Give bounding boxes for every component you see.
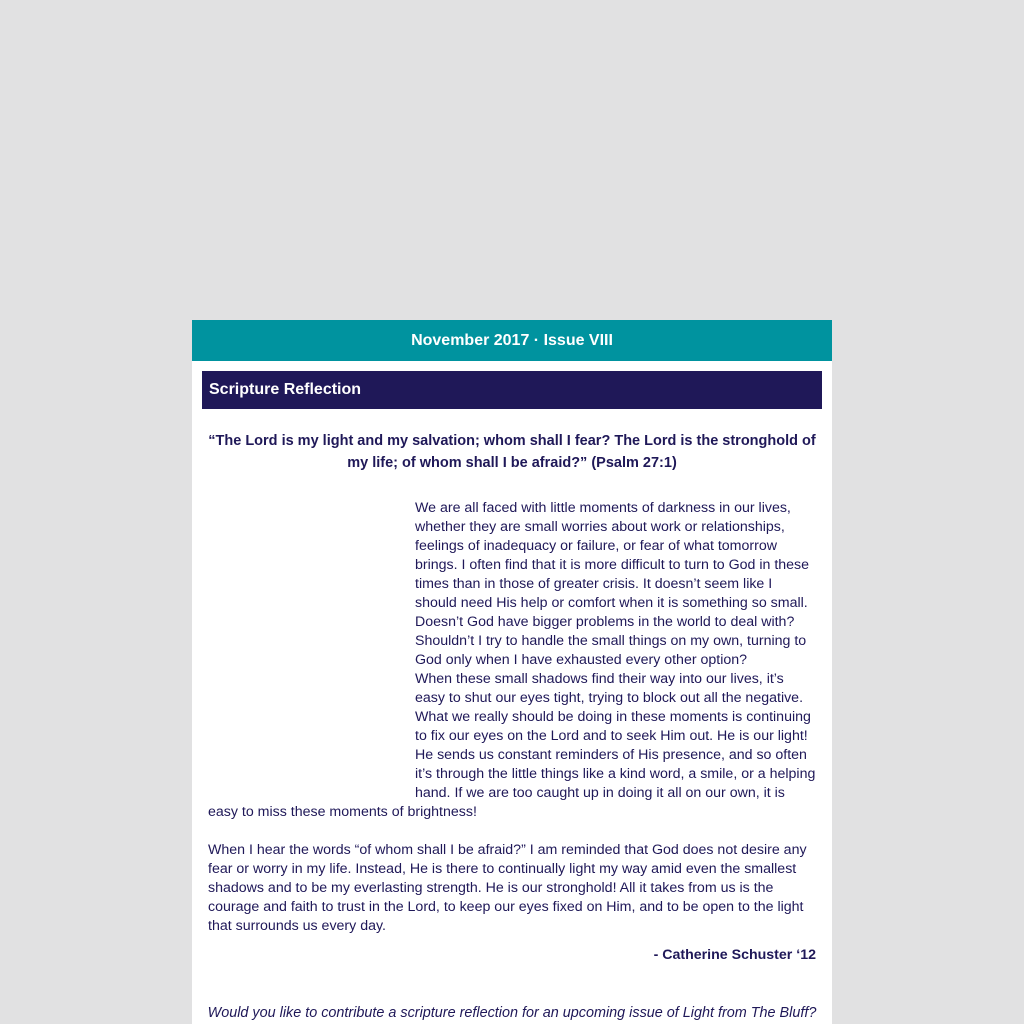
image-placeholder [208,499,415,799]
reflection-paragraph-3: When I hear the words “of whom shall I be afraid?” I am reminded that God does not desire any fear or worry in my life. Instead, He is there to continually light my way amid even the smallest shadows and to be my everlasting strength. He is our stronghold! All it takes from us is the courage and faith to trust in the Lord, to keep our eyes fixed on Him, and to be open to the light that surrounds us every day. [208,842,807,934]
contribute-prompt: Would you like to contribute a scripture reflection for an upcoming issue of Light from The Bluff? [207,1005,817,1021]
reflection-paragraph-1: We are all faced with little moments of darkness in our lives, whether they are small worries about work or relationships, feelings of inadequacy or failure, or fear of what tomorrow brings. I often find that it is more difficult to turn to God in these times than in those of greater crisis. It doesn’t seem like I should need His help or comfort when it is something so small. Doesn’t God have bigger problems in the world to deal with? Shouldn’t I try to handle the small things on my own, turning to God only when I have exhausted every other option? [415,500,810,668]
reflection-body [208,499,816,936]
issue-banner [192,320,832,361]
newsletter-container [192,320,832,1024]
issue-title: November 2017 · Issue VIII [411,332,613,349]
section-title: Scripture Reflection [209,381,362,398]
author-signature: - Catherine Schuster ‘12 [653,947,816,963]
scripture-quote: “The Lord is my light and my salvation; whom shall I fear? The Lord is the stronghold of my life; of whom shall I be afraid?” (Psalm 27:1) [208,433,816,471]
reflection-paragraph-2: When these small shadows find their way into our lives, it’s easy to shut our eyes tight, trying to block out all the negative. What we really should be doing in these moments is continuing to fix our eyes on the Lord and to seek Him out. He is our light! He sends us constant reminders of His presence, and so often it’s through the little things like a kind word, a smile, or a helping hand. If we are too caught up in doing it all on our own, it is easy to miss these moments of brightness! [208,671,816,820]
section-header [202,371,822,409]
